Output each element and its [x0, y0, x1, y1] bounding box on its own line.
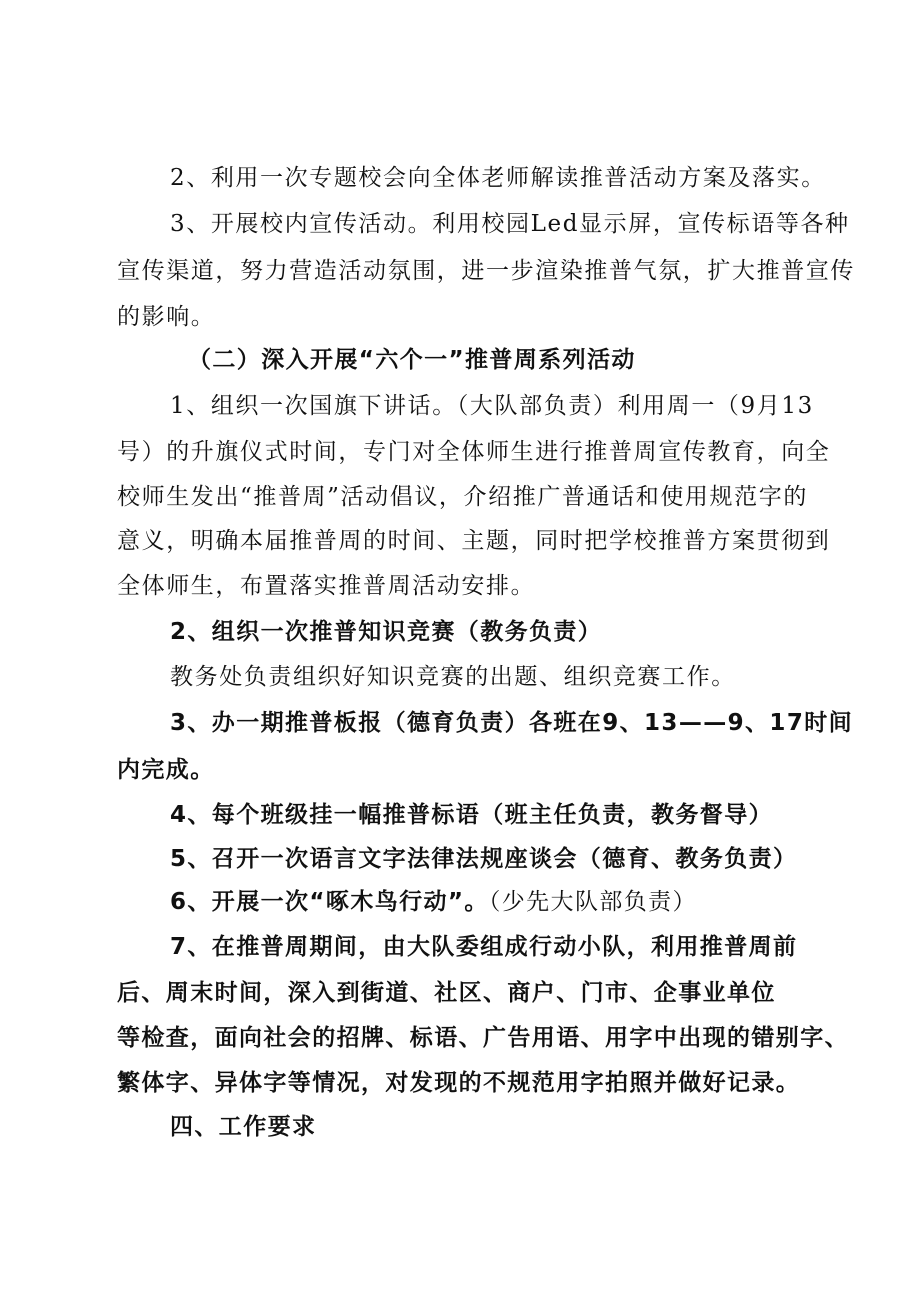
item-1-line-2: 号）的升旗仪式时间，专门对全体师生进行推普周宣传教育，向全	[117, 439, 831, 465]
paragraph-3-line-1: 3、开展校内宣传活动。利用校园Led显示屏，宣传标语等各种	[170, 211, 850, 237]
section-heading-2: （二）深入开展“六个一”推普周系列活动	[188, 347, 636, 373]
item-1-line-5: 全体师生，布置落实推普周活动安排。	[117, 573, 536, 599]
item-3-line-2: 内完成。	[117, 757, 215, 783]
item-6-title: 6、开展一次“啄木鸟行动”。	[170, 889, 489, 915]
item-1-line-3: 校师生发出“推普周”活动倡议，介绍推广普通话和使用规范字的	[117, 484, 808, 510]
item-7-line-2: 后、周末时间，深入到街道、社区、商户、门市、企事业单位	[117, 980, 776, 1006]
section-heading-4: 四、工作要求	[170, 1114, 317, 1140]
item-1-line-1: 1、组织一次国旗下讲话。（大队部负责）利用周一（9月13	[170, 393, 814, 419]
item-6-responsible: （少先大队部负责）	[488, 889, 697, 915]
paragraph-3-line-2: 宣传渠道，努力营造活动氛围，进一步渲染推普气氛，扩大推普宣传	[117, 258, 855, 284]
paragraph-3-line-3: 的影响。	[117, 304, 216, 330]
item-7-line-3: 等检查，面向社会的招牌、标语、广告用语、用字中出现的错别字、	[117, 1025, 849, 1051]
item-6	[170, 887, 697, 917]
item-4: 4、每个班级挂一幅推普标语（班主任负责，教务督导）	[170, 802, 774, 828]
item-1-line-4: 意义，明确本届推普周的时间、主题，同时把学校推普方案贯彻到	[117, 528, 831, 554]
item-3-line-1: 3、办一期推普板报（德育负责）各班在9、13——9、17时间	[170, 710, 854, 736]
item-5: 5、召开一次语言文字法律法规座谈会（德育、教务负责）	[170, 846, 798, 872]
item-2-heading: 2、组织一次推普知识竞赛（教务负责）	[170, 619, 603, 645]
paragraph-2-line: 2、利用一次专题校会向全体老师解读推普活动方案及落实。	[170, 165, 826, 191]
item-2-description: 教务处负责组织好知识竞赛的出题、组织竞赛工作。	[170, 664, 736, 690]
item-7-line-1: 7、在推普周期间，由大队委组成行动小队，利用推普周前	[170, 934, 798, 960]
item-7-line-4: 繁体字、异体字等情况，对发现的不规范用字拍照并做好记录。	[117, 1070, 801, 1096]
